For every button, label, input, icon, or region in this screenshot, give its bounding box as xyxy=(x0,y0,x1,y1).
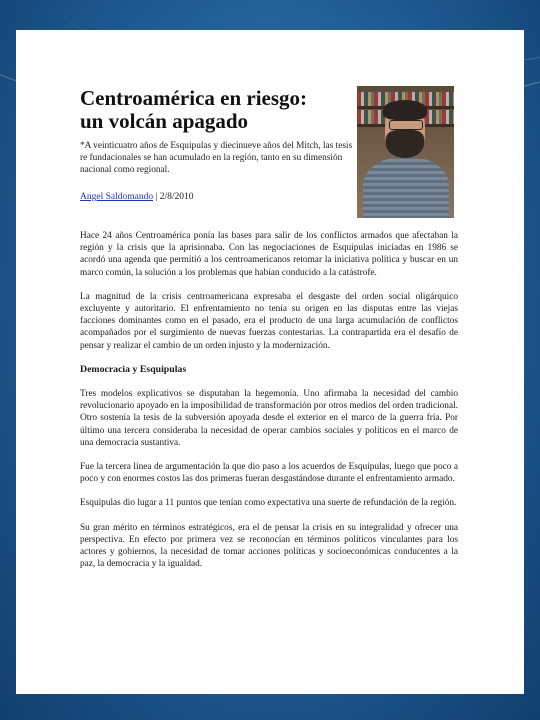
title-line-1: Centroamérica en riesgo: xyxy=(80,86,308,110)
article-summary: *A veinticuatro años de Esquipulas y diecinueve años del Mitch, las tesis re fundacionales se han acumulado en la región, tanto en su dimensión nacional como regional. xyxy=(80,141,353,175)
body-paragraph: La magnitud de la crisis centroamericana expresaba el desgaste del orden social oligárquico excluyente y autoritario. El enfrentamiento no tenía su origen en las disputas entre las viejas facciones dominantes como en el pasado, era el producto de una larga acumulación de conflictos acompañados por el surgimiento de nuevas fuerzas contestarias. La contrapartida era el desafío de pensar y realizar el cambio de un orden injusto y la modernización. xyxy=(80,291,458,351)
body-paragraph: Su gran mérito en términos estratégicos, era el de pensar la crisis en su integralidad y ofrecer una perspectiva. En efecto por primera vez se reconocían en términos políticos vinculantes para los actores y gobiernos, la necesidad de tomar acciones políticas y socioeconómicas conducentes a la paz, la democracia y la igualdad. xyxy=(80,522,458,570)
byline-separator: | xyxy=(153,192,160,202)
portrait-hair xyxy=(383,100,427,120)
portrait-shirt xyxy=(363,158,449,218)
author-photo xyxy=(357,86,454,218)
body-paragraph: Hace 24 años Centroamérica ponía las bases para salir de los conflictos armados que afectaban la región y la crisis que la aprisionaba. Con las negociaciones de Esquipulas iniciadas en 1986 se acordó una agenda que permitió a los centroamericanos retomar la iniciativa política y buscar en un marco común, la solución a los problemas que habían conducido a la catástrofe. xyxy=(80,231,458,278)
publish-date: 2/8/2010 xyxy=(159,192,194,202)
portrait-beard xyxy=(386,130,424,158)
article-body xyxy=(80,230,458,582)
byline xyxy=(80,192,350,202)
author-link[interactable]: Angel Saldomando xyxy=(80,192,154,202)
section-heading: Democracia y Esquipulas xyxy=(80,363,187,375)
document-page xyxy=(16,30,524,694)
title-line-2: un volcán apagado xyxy=(80,109,249,133)
body-paragraph: Fue la tercera línea de argumentación la que dio paso a los acuerdos de Esquipulas, luego que poco a poco y con enormes costos las dos primeras fueran desgastándose durante el enfrentamiento armado. xyxy=(80,462,458,485)
body-paragraph: Tres modelos explicativos se disputaban la hegemonía. Uno afirmaba la necesidad del cambio revolucionario apoyado en la imposibilidad de transformación por otros medios del orden tradicional. Otro sostenía la tesis de la subversión apoyada desde el exterior en el marco de la guerra fría. Por último una tercera consideraba la necesidad de operar cambios sociales y políticos en el marco de una democracia sustantiva. xyxy=(80,389,458,448)
article-title xyxy=(80,87,350,133)
body-paragraph: Esquipulas dio lugar a 11 puntos que tenían como expectativa una suerte de refundación de la región. xyxy=(80,498,457,509)
portrait-glasses xyxy=(389,120,423,130)
